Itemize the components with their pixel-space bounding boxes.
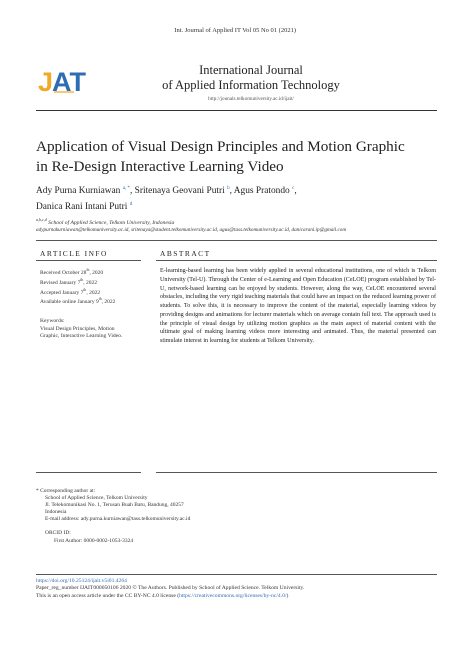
author-name: Agus Pratondo xyxy=(233,186,290,197)
journal-reference: Int. Journal of Applied IT Vol 05 No 01 (2021) xyxy=(174,27,296,34)
history-item: Available online January 9th, 2022 xyxy=(40,297,116,306)
svg-text:J: J xyxy=(38,67,54,97)
author-name: Sritenaya Geovani Putri xyxy=(134,186,225,197)
journal-logo xyxy=(38,66,86,97)
corr-line: Jl. Telekomunikasi No. 1, Terusan Buah Batu, Bandung, 40257 xyxy=(45,502,184,509)
author-mark: b xyxy=(227,186,230,191)
affiliation xyxy=(36,217,174,226)
footer-license: This is an open access article under the CC BY-NC 4.0 license (https://creativecommons.org/licenses/by-nc/4.0/) xyxy=(36,592,289,599)
affiliation-text: School of Applied Science, Telkom University, Indonesia xyxy=(46,219,175,226)
paper-title-line2: in Re-Design Interactive Learning Video xyxy=(36,158,284,175)
orcid-value: First Author: 0000-0002-1053-3324 xyxy=(54,537,134,544)
corresponding-label: * Corresponding author at: xyxy=(36,488,96,494)
journal-title-line1: International Journal xyxy=(199,63,303,77)
journal-title xyxy=(136,63,366,93)
footer-copyright: Paper_reg_number IJAIT000050106 2020 © The Authors. Published by School of Applied Science. Telkom University. xyxy=(36,585,305,592)
article-info-heading: ARTICLE INFO xyxy=(40,249,108,258)
author-mark: d xyxy=(129,202,133,208)
header-rule xyxy=(36,110,437,111)
corr-email[interactable]: E-mail address: ady.purna.kurniawan@tass.telkomuniversity.ac.id xyxy=(45,516,191,523)
article-history xyxy=(40,267,140,306)
license-link[interactable]: https://creativecommons.org/licenses/by-nc/4.0/ xyxy=(179,592,287,599)
author-mark: c xyxy=(292,186,295,191)
author-mark: a, * xyxy=(122,186,130,191)
abstract-rule xyxy=(156,260,437,261)
info-bottom-rule xyxy=(36,472,141,473)
footer xyxy=(36,578,436,600)
abstract-heading: ABSTRACT xyxy=(160,249,211,258)
affiliation-mark: a,b,c,d xyxy=(36,217,47,222)
paper-title-line1: Application of Visual Design Principles and Motion Graphic xyxy=(36,138,405,155)
corr-line: Indonesia xyxy=(45,509,67,516)
doi-link[interactable]: https://doi.org/10.25124/ijait.v5i01.4264 xyxy=(36,578,127,584)
orcid-label: ORCID ID: xyxy=(45,530,71,537)
keywords xyxy=(40,318,135,341)
journal-url[interactable]: http://jounals.telkomuniversity.ac.id/ijait/ xyxy=(208,96,294,102)
corr-line: School of Applied Science, Telkom University xyxy=(45,495,148,502)
history-item: Revised January 7th, 2022 xyxy=(40,277,98,286)
journal-title-line2: of Applied Information Technology xyxy=(162,78,340,92)
history-item: Received October 28th, 2020 xyxy=(40,268,104,276)
author-name: Danica Rani Intani Putri xyxy=(36,202,128,213)
info-rule xyxy=(36,260,141,261)
author-emails: adypurnakurniawan@telkomuniversity.ac.id, sritenaya@student.telkomuniversity.ac.id, agus@tass.telkomuniversity.ac.id, danicarani.ip@gmail.com xyxy=(36,227,347,233)
svg-text:AT: AT xyxy=(52,67,86,97)
author-list: Ady Purna Kurniawan $^{a, *}$, Sritenaya Geovani Putri $^b$, Agus Pratondo $^c$, Danica Rani Intani Putri $^d$ xyxy=(36,186,297,213)
paper-title xyxy=(36,137,446,177)
author-name: Ady Purna Kurniawan xyxy=(36,186,121,197)
divider xyxy=(36,240,437,241)
keywords-label: Keywords: xyxy=(40,318,65,324)
abstract-bottom-rule xyxy=(156,472,437,473)
keywords-text: Visual Design Principles, Motion Graphic, Interactive Learning Video. xyxy=(40,325,123,340)
history-item: Accepted January 7th, 2022 xyxy=(40,287,101,296)
corresponding-author xyxy=(36,488,336,545)
abstract-text: E-learning-based learning has been widely applied in several educational institutions, one of which is Telkom University (Tel-U). Through the Center of e-Learning and Open Education (CeLOE) program established by Tel-U, network-based learning can be enjoyed by students. However, along the way, CeLOE encountered several obstacles, including the very rigid teaching materials that could have an impact on the reduced learning power of students. To solve this, it is necessary to improve the content of the material, especially learning videos by providing designs and animations for lecturer materials which on average contain full text. The approach used is the principle of visual design by utilizing motion graphics as the main aspect of material content with the ultimate goal of making learning videos more interesting and animated. Thus, the material presented can stimulate interest in learning for students at Telkom University. xyxy=(160,268,436,344)
footer-rule xyxy=(36,574,437,575)
